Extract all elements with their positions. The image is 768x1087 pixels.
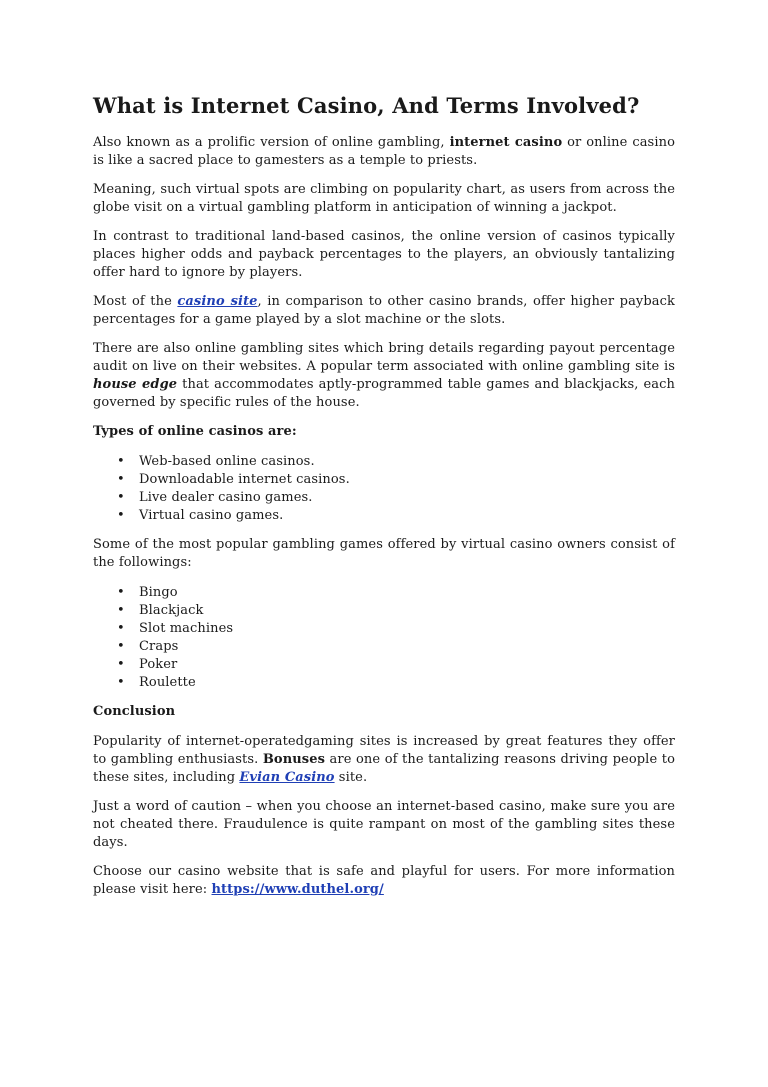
bullet-icon: • [117, 639, 125, 654]
text: , in comparison to other casino brands, offer higher payback percentages for a game played by a slot machine or the slots. [93, 294, 675, 327]
list-item: • Bingo [117, 585, 178, 600]
text: are one of the tantalizing reasons driving people to these sites, including [93, 752, 675, 785]
text: site. [334, 770, 368, 785]
paragraph-visit [93, 863, 675, 899]
games-list [93, 584, 675, 692]
paragraph-casino-site [93, 293, 675, 329]
bullet-icon: • [117, 490, 125, 505]
list-item: • Blackjack [117, 603, 204, 618]
bullet-icon: • [117, 472, 125, 487]
bullet-icon: • [117, 675, 125, 690]
text: There are also online gambling sites which bring details regarding payout percentage audit on live on their websites. A popular term associated with online gambling site is [93, 341, 675, 374]
list-item: • Web-based online casinos. [117, 454, 315, 469]
text: Most of the [93, 294, 178, 309]
text: Choose our casino website that is safe and playful for users. For more information please visit here: [93, 864, 675, 897]
paragraph-games-intro: Some of the most popular gambling games offered by virtual casino owners consist of the followings: [93, 537, 675, 570]
text: Also known as a prolific version of online gambling, [93, 135, 450, 150]
bold-term: internet casino [449, 135, 563, 150]
list-item: • Roulette [117, 675, 196, 690]
text: Popularity of internet-operatedgaming sites is increased by great features they offer to gambling enthusiasts. [93, 734, 675, 767]
conclusion-heading: Conclusion [93, 704, 176, 719]
evian-casino-link[interactable]: Evian Casino [239, 770, 335, 785]
list-item: • Virtual casino games. [117, 508, 284, 523]
bullet-icon: • [117, 585, 125, 600]
bullet-icon: • [117, 603, 125, 618]
paragraph-popularity: Meaning, such virtual spots are climbing on popularity chart, as users from across the globe visit on a virtual gambling platform in anticipation of winning a jackpot. [93, 182, 675, 215]
paragraph-house-edge [93, 340, 675, 412]
bold-term: Bonuses [262, 752, 326, 767]
list-item: • Live dealer casino games. [117, 490, 313, 505]
paragraph-bonuses [93, 733, 675, 787]
bullet-icon: • [117, 657, 125, 672]
bullet-icon: • [117, 508, 125, 523]
emphasized-term: house edge [93, 377, 178, 392]
paragraph-caution: Just a word of caution – when you choose an internet-based casino, make sure you are not cheated there. Fraudulence is quite rampant on most of the gambling sites these days. [93, 799, 675, 850]
types-list [93, 453, 675, 525]
list-item: • Poker [117, 657, 178, 672]
bullet-icon: • [117, 621, 125, 636]
types-heading: Types of online casinos are: [93, 424, 297, 439]
bullet-icon: • [117, 454, 125, 469]
text: or online casino is like a sacred place to gamesters as a temple to priests. [93, 135, 675, 168]
website-url-link[interactable]: https://www.duthel.org/ [211, 882, 384, 897]
text: that accommodates aptly-programmed table games and blackjacks, each governed by specific rules of the house. [93, 377, 675, 410]
casino-site-link[interactable]: casino site [177, 294, 258, 309]
paragraph-contrast: In contrast to traditional land-based casinos, the online version of casinos typically places higher odds and payback percentages to the players, an obviously tantalizing offer hard to ignore by players. [93, 229, 675, 280]
list-item: • Downloadable internet casinos. [117, 472, 350, 487]
paragraph-intro [93, 134, 675, 170]
list-item: • Slot machines [117, 621, 234, 636]
page-title: What is Internet Casino, And Terms Involved? [93, 93, 640, 118]
list-item: • Craps [117, 639, 179, 654]
